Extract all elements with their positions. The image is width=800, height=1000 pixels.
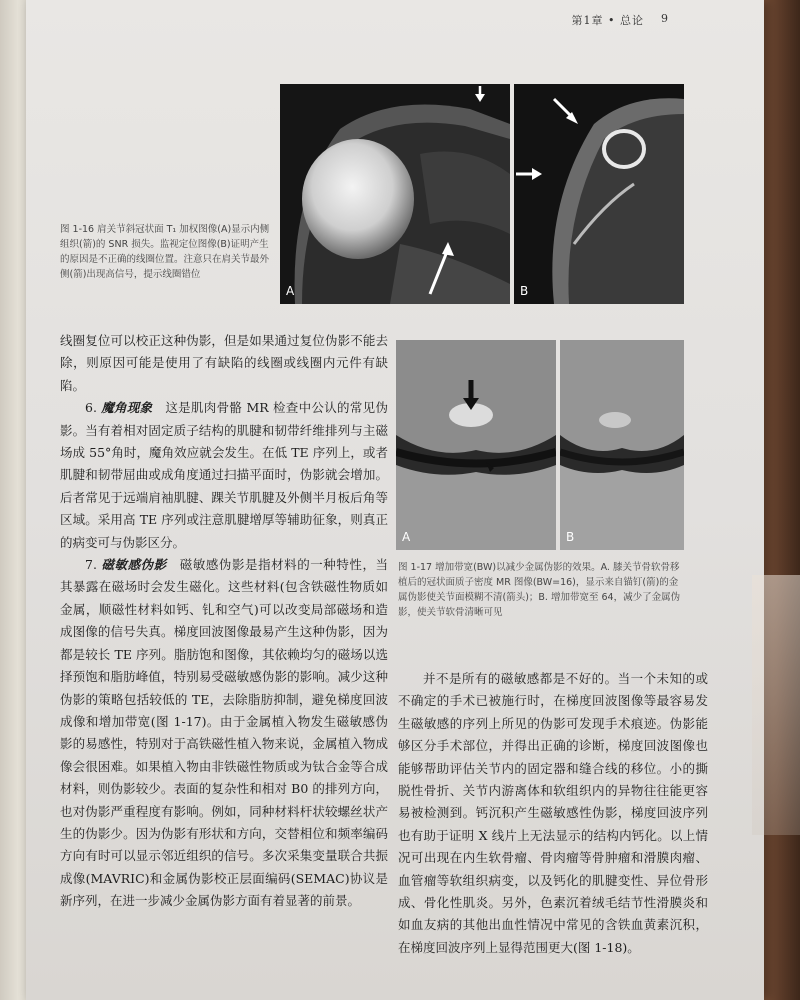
shoulder-localizer-image <box>514 84 684 304</box>
figure-1-17-panel-a <box>396 340 556 550</box>
paragraph-susceptibility-benefits: 并不是所有的磁敏感都是不好的。当一个未知的或不确定的手术已被施行时，在梯度回波图像等最容易发生磁敏感的序列上所见的伪影可发现手术痕迹。伪影能够区分手术部位，并得出正确的诊断，梯度回波图像也能够帮助评估关节内的固定器和缝合线的移位。小的撕脱性骨折、关节内游离体和软组织内的异物往往能更容易被检测到。钙沉积产生磁敏感性伪影，梯度回波序列也有助于证明 X 线片上无法显示的结构内钙化。以上情况可出现在内生软骨瘤、骨肉瘤等骨肿瘤和滑膜肉瘤、血管瘤等软组织病变，以及钙化的肌腱变性、异位骨形成、骨化性肌炎。另外，色素沉着绒毛结节性滑膜炎和如血友病的其他出血性情况中常见的含铁血黄素沉积，在梯度回波序列上显得范围更大(图 1-18)。 <box>398 671 708 955</box>
panel-label-b: B <box>520 284 529 298</box>
figure-1-17-panel-b <box>560 340 684 550</box>
book-page <box>26 0 764 1000</box>
section-6-number: 6. <box>85 400 97 416</box>
page-number: 9 <box>661 12 668 25</box>
knee-mri-bw64-image <box>560 340 684 550</box>
section-7-text: 磁敏感伪影是指材料的一种特性，当其暴露在磁场时会发生磁化。这些材料(包含铁磁性物质如金属，顺磁性材料如钙、钆和空气)可以改变局部磁场和造成图像的信号失真。梯度回波图像最易产生这种伪影，因为都是较长 TE 序列。脂肪饱和图像，其依赖均匀的磁场以选择预饱和脂肪峰值，特别易受磁敏感伪影的影响。减少这种伪影的策略包括较低的 TE，去除脂肪抑制，避免梯度回波成像和增加带宽(图 1-17)。由于金属植入物发生磁敏感伪影的易感性，特别对于高铁磁性植入物来说，金属植入物成像会很困难。如果植入物由非铁磁性物质或为钛合金等合成材料，则伪影较少。表面的复杂性和相对 B0 的排列方向，也对伪影严重程度有影响。例如，同种材料杆状较螺丝状产生的伪影少。因为伪影有形状和方向，交替相位和频率编码方向有时可以显示邻近组织的信号。多次采集变量联合共振成像(MAVRIC)和金属伪影校正层面编码(SEMAC)协议是新序列，在进一步减少金属伪影方面有着显著的前景。 <box>60 557 388 909</box>
section-7-number: 7. <box>85 557 97 573</box>
panel-label-a: A <box>402 530 411 544</box>
plastic-sheet-overlay <box>752 575 800 835</box>
right-column-text <box>398 668 708 959</box>
running-header: 第1章 • 总论 <box>571 14 644 27</box>
shoulder-mri-coronal-image <box>280 84 510 304</box>
section-7-paragraph <box>60 554 388 913</box>
section-6-text: 这是肌肉骨骼 MR 检查中公认的常见伪影。当有着相对固定质子结构的肌腱和韧带纤维排列与主磁场成 55°角时，魔角效应就会发生。在低 TE 序列上，或者肌腱和韧带屈曲或成角度通过扫描平面时，伪影就会增加。后者常见于远端肩袖肌腱、踝关节肌腱及外侧半月板后角等区域。采用高 TE 序列或注意肌腱增厚等辅助征象，则真正的病变可与伪影区分。 <box>60 400 388 550</box>
figure-1-16-panel-b <box>514 84 684 304</box>
figure-1-16-caption: 图 1-16 肩关节斜冠状面 T₁ 加权图像(A)显示内侧组织(箭)的 SNR 损失。监视定位图像(B)证明产生的原因是不正确的线圈位置。注意只在肩关节最外侧(箭)出现高信号，提示线圈错位 <box>60 224 270 280</box>
panel-label-a: A <box>286 284 295 298</box>
figure-1-16-panel-a <box>280 84 510 304</box>
knee-mri-bw16-image <box>396 340 556 550</box>
paragraph-coil-reset: 线圈复位可以校正这种伪影，但是如果通过复位伪影不能去除，则原因可能是使用了有缺陷的线圈或线圈内元件有缺陷。 <box>60 333 388 393</box>
section-6-paragraph <box>60 397 388 554</box>
figure-1-17-caption: 图 1-17 增加带宽(BW)以减少金属伪影的效果。A. 膝关节骨软骨移植后的冠状面质子密度 MR 图像(BW=16)，显示来自锚钉(箭)的金属伪影使关节面模糊不清(箭头)；B. 增加带宽至 64，减少了金属伪影，使关节软骨清晰可见 <box>398 562 681 618</box>
section-6-title: 魔角现象 <box>101 400 153 416</box>
left-column-text <box>60 330 388 913</box>
panel-label-b: B <box>566 530 575 544</box>
section-7-title: 磁敏感伪影 <box>101 557 167 573</box>
